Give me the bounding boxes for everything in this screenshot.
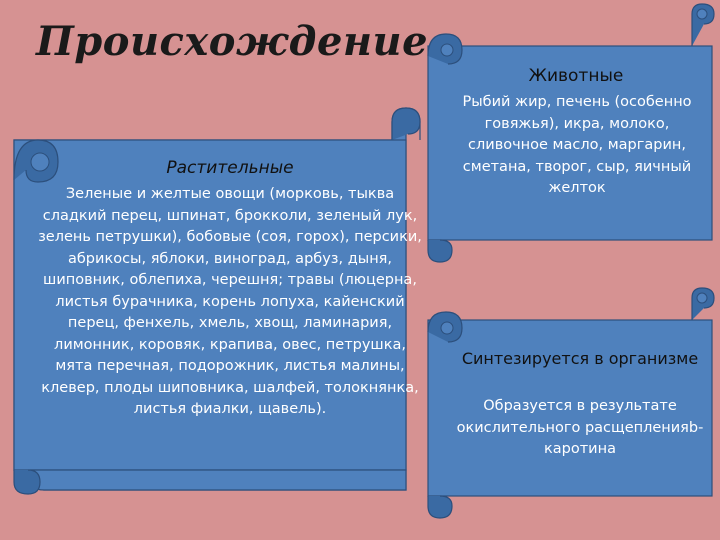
plant-text: Зеленые и желтые овощи (морковь, тыква сладкий перец, шпинат, брокколи, зеленый лук, зелень петрушки), бобовые (соя, горох), персики, абрикосы, яблоки, виноград, арбуз, дыня, шиповник, облепиха, черешня; травы (люцерна, листья бурачника, корень лопуха, кайенский перец, фенхель, хмель, хвощ, ламинария, лимонник, коровяк, крапива, овес, петрушка, мята перечная, подорожник, листья малины, клевер, плоды шиповника, шалфей, толокнянка, листья фиалки, щавель). — [38, 186, 422, 417]
slide-title: Происхождение — [36, 18, 429, 65]
synth-text: Образуется в результате окислительного расщепленияb-каротина — [456, 398, 704, 457]
animal-text: Рыбий жир, печень (особенно говяжья), икра, молоко, сливочное масло, маргарин, сметана, творог, сыр, яичный желток — [462, 94, 692, 196]
animal-heading: Животные — [528, 66, 624, 86]
synth-heading: Синтезируется в организме — [461, 349, 699, 368]
plant-heading: Растительные — [166, 158, 294, 178]
